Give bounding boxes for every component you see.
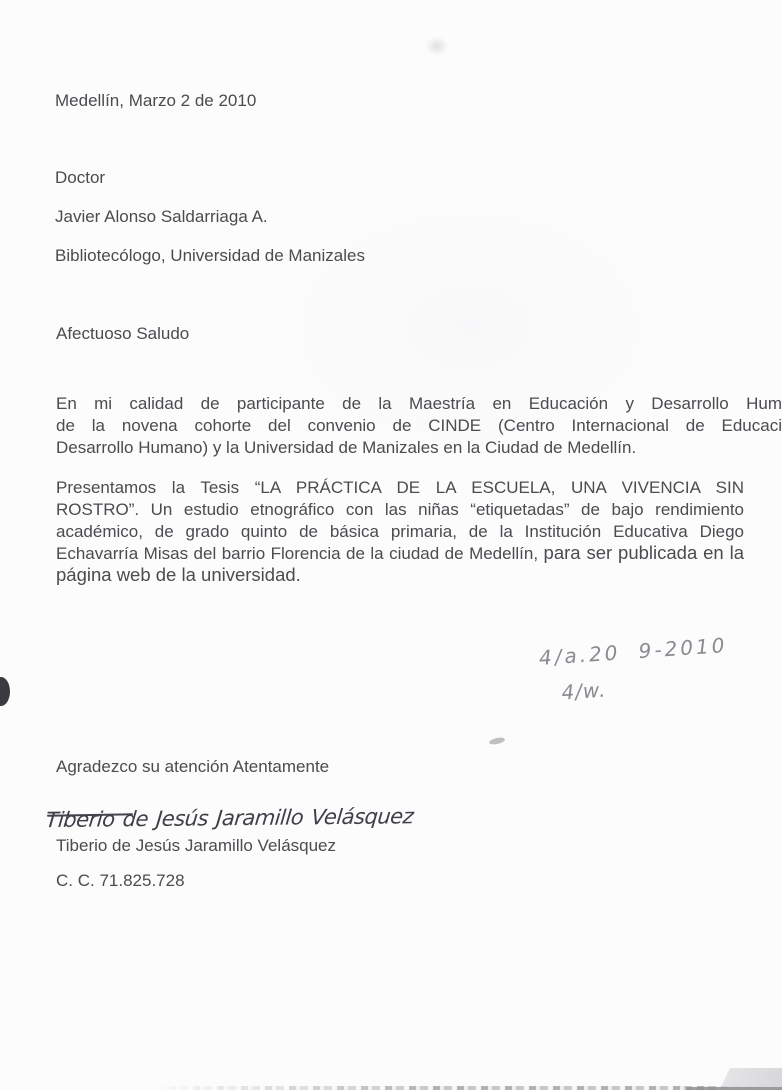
salutation: Afectuoso Saludo [56, 324, 190, 343]
scan-punch-hole-artifact [0, 677, 10, 706]
paragraph-1 [56, 393, 782, 458]
scan-smudge-top-artifact [425, 36, 449, 56]
id-number-line: C. C. 71.825.728 [56, 871, 185, 890]
handwritten-pencil-note [538, 630, 772, 706]
paragraph2-line5-inserted: página web de la universidad. [56, 564, 301, 586]
paragraph1-line2: de la novena cohorte del convenio de CINDE (Centro Internacional de Educaci [56, 415, 782, 435]
handwritten-note-line1: 4/a.20 9-2010 [538, 632, 729, 671]
handwritten-note-line2: 4/w. [560, 677, 608, 705]
paragraph1-line1: En mi calidad de participante de la Maestría en Educación y Desarrollo Hum [56, 394, 782, 413]
recipient-name: Javier Alonso Saldarriaga A. [55, 207, 268, 226]
signature-printed-name: Tiberio de Jesús Jaramillo Velásquez [56, 836, 337, 855]
scan-smudge-middle-artifact [489, 736, 506, 745]
paragraph2-line4-inserted: para ser publicada en la [543, 542, 744, 564]
recipient-title: Doctor [55, 168, 106, 187]
date-line: Medellín, Marzo 2 de 2010 [55, 91, 257, 110]
paragraph2-line4 [56, 542, 744, 564]
paragraph2-line5 [56, 564, 744, 586]
paragraph1-line3: Desarrollo Humano) y la Universidad de Manizales en la Ciudad de Medellín. [56, 437, 637, 457]
paragraph-2 [56, 477, 744, 586]
paragraph2-line3: académico, de grado quinto de básica primaria, de la Institución Educativa Diego [56, 521, 744, 541]
paragraph2-line4-normal: Echavarría Misas del barrio Florencia de la ciudad de Medellín, [56, 544, 539, 564]
recipient-role: Bibliotecólogo, Universidad de Manizales [55, 246, 365, 265]
paragraph2-line1: Presentamos la Tesis “LA PRÁCTICA DE LA ESCUELA, UNA VIVENCIA SIN [56, 478, 744, 497]
closing-line: Agradezco su atención Atentamente [56, 757, 330, 776]
handwritten-signature: Tiberio de Jesús Jaramillo Velásquez [44, 804, 415, 833]
paragraph2-line2: ROSTRO”. Un estudio etnográfico con las niñas “etiquetadas” de bajo rendimiento [56, 499, 744, 519]
